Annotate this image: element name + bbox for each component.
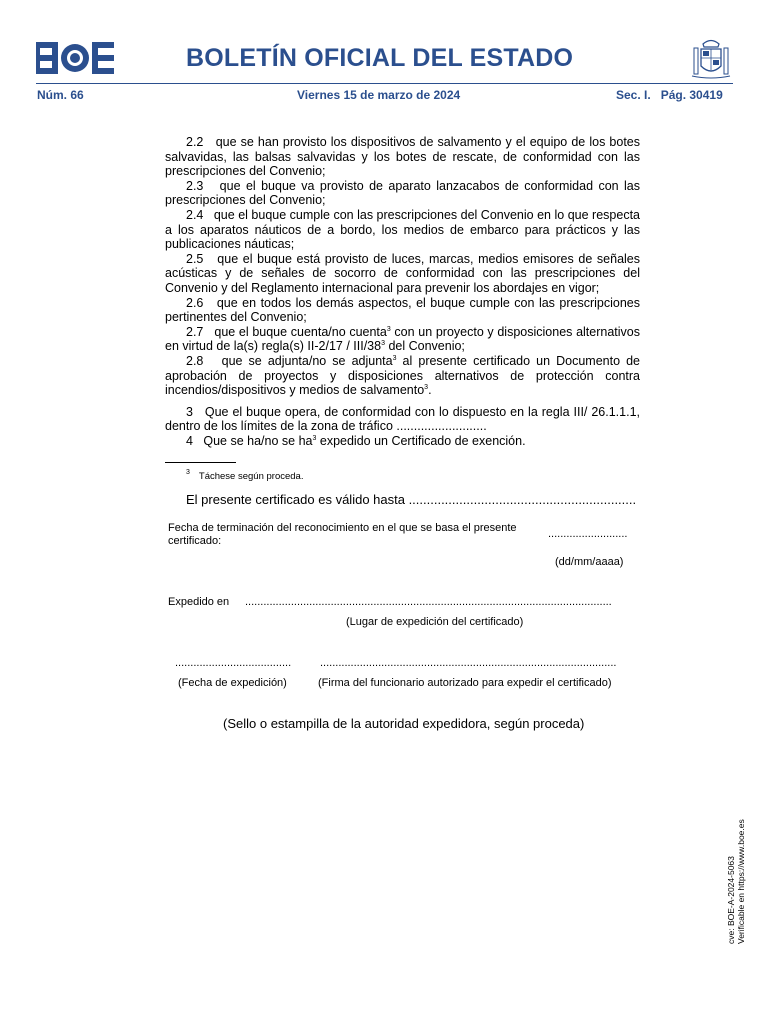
header-divider xyxy=(36,83,733,84)
issue-date-field: ...................................... xyxy=(175,657,292,669)
valid-until-line: El presente certificado es válido hasta ............................................................... xyxy=(186,492,637,507)
issued-at-field: ........................................................................................................................ xyxy=(245,596,612,608)
place-of-issue-caption: (Lugar de expedición del certificado) xyxy=(346,616,524,628)
issued-at-label: Expedido en xyxy=(168,596,230,608)
paragraph-2-3: 2.3 que el buque va provisto de aparato lanzacabos de conformidad con las prescripciones del Convenio; xyxy=(165,178,640,208)
signature-field: ................................................................................................. xyxy=(320,657,617,669)
seal-caption: (Sello o estampilla de la autoridad expedidora, según proceda) xyxy=(223,716,585,731)
document-body xyxy=(165,135,640,448)
section-page: Sec. I. Pág. 30419 xyxy=(616,88,723,102)
cve-code: cve: BOE-A-2024-5063 xyxy=(726,856,736,944)
paragraph-2-5: 2.5 que el buque está provisto de luces, marcas, medios emisores de señales acústicas y de señales de socorro de conformidad con las prescripciones del Convenio y del Reglamento internacional para prevenir los abordajes en vigor; xyxy=(165,251,640,295)
paragraph-4: 4 Que se ha/no se $ha^3$ expedido un Certificado de exención. xyxy=(186,433,526,448)
coat-of-arms-icon xyxy=(690,36,732,80)
verify-url: Verificable en https://www.boe.es xyxy=(736,819,746,944)
survey-completion-date-label: Fecha de terminación del reconocimiento en el que se basa el presente certificado: xyxy=(168,522,517,547)
signature-caption: (Firma del funcionario autorizado para expedir el certificado) xyxy=(318,677,612,689)
verification-note xyxy=(726,819,746,944)
issue-date: Viernes 15 de marzo de 2024 xyxy=(297,88,461,102)
footnote: $^3$ Táchese según proceda. xyxy=(186,469,304,482)
boe-logo xyxy=(36,42,114,74)
issue-number: Núm. 66 xyxy=(37,88,84,102)
paragraph-3: 3 Que el buque opera, de conformidad con lo dispuesto en la regla III/ 26.1.1.1, dentro de los límites de la zona de tráfico .......................... xyxy=(165,404,641,434)
footnote-divider xyxy=(165,462,236,463)
date-format-hint: (dd/mm/aaaa) xyxy=(555,556,624,568)
issue-date-caption: (Fecha de expedición) xyxy=(178,677,287,689)
paragraph-2-4: 2.4 que el buque cumple con las prescripciones del Convenio en lo que respecta a los aparatos náuticos de a bordo, los medios de embarco para prácticos y las publicaciones náuticas; xyxy=(165,207,640,252)
publication-title: BOLETÍN OFICIAL DEL ESTADO xyxy=(186,44,574,72)
paragraph-2-2: 2.2 que se han provisto los dispositivos de salvamento y el equipo de los botes salvavidas, las balsas salvavidas y los botes de rescate, de conformidad con las prescripciones del Convenio; xyxy=(165,135,640,179)
survey-completion-date-field: .......................... xyxy=(548,528,628,540)
paragraph-2-7: 2.7 que el buque cuenta/no cuenta$^3$ con un proyecto y disposiciones alternativos en virtud de la(s) regla(s) II-2/17 / III/$38^3$ del Convenio; xyxy=(165,324,640,354)
paragraph-2-8: 2.8 que se adjunta/no se adjunta$^3$ al presente certificado un Documento de aprobación de proyectos y disposiciones alternativos de protección contra incendios/dispositivos y medios de salvamento$^3$. xyxy=(165,353,641,398)
paragraph-2-6: 2.6 que en todos los demás aspectos, el buque cumple con las prescripciones pertinentes del Convenio; xyxy=(165,295,640,325)
